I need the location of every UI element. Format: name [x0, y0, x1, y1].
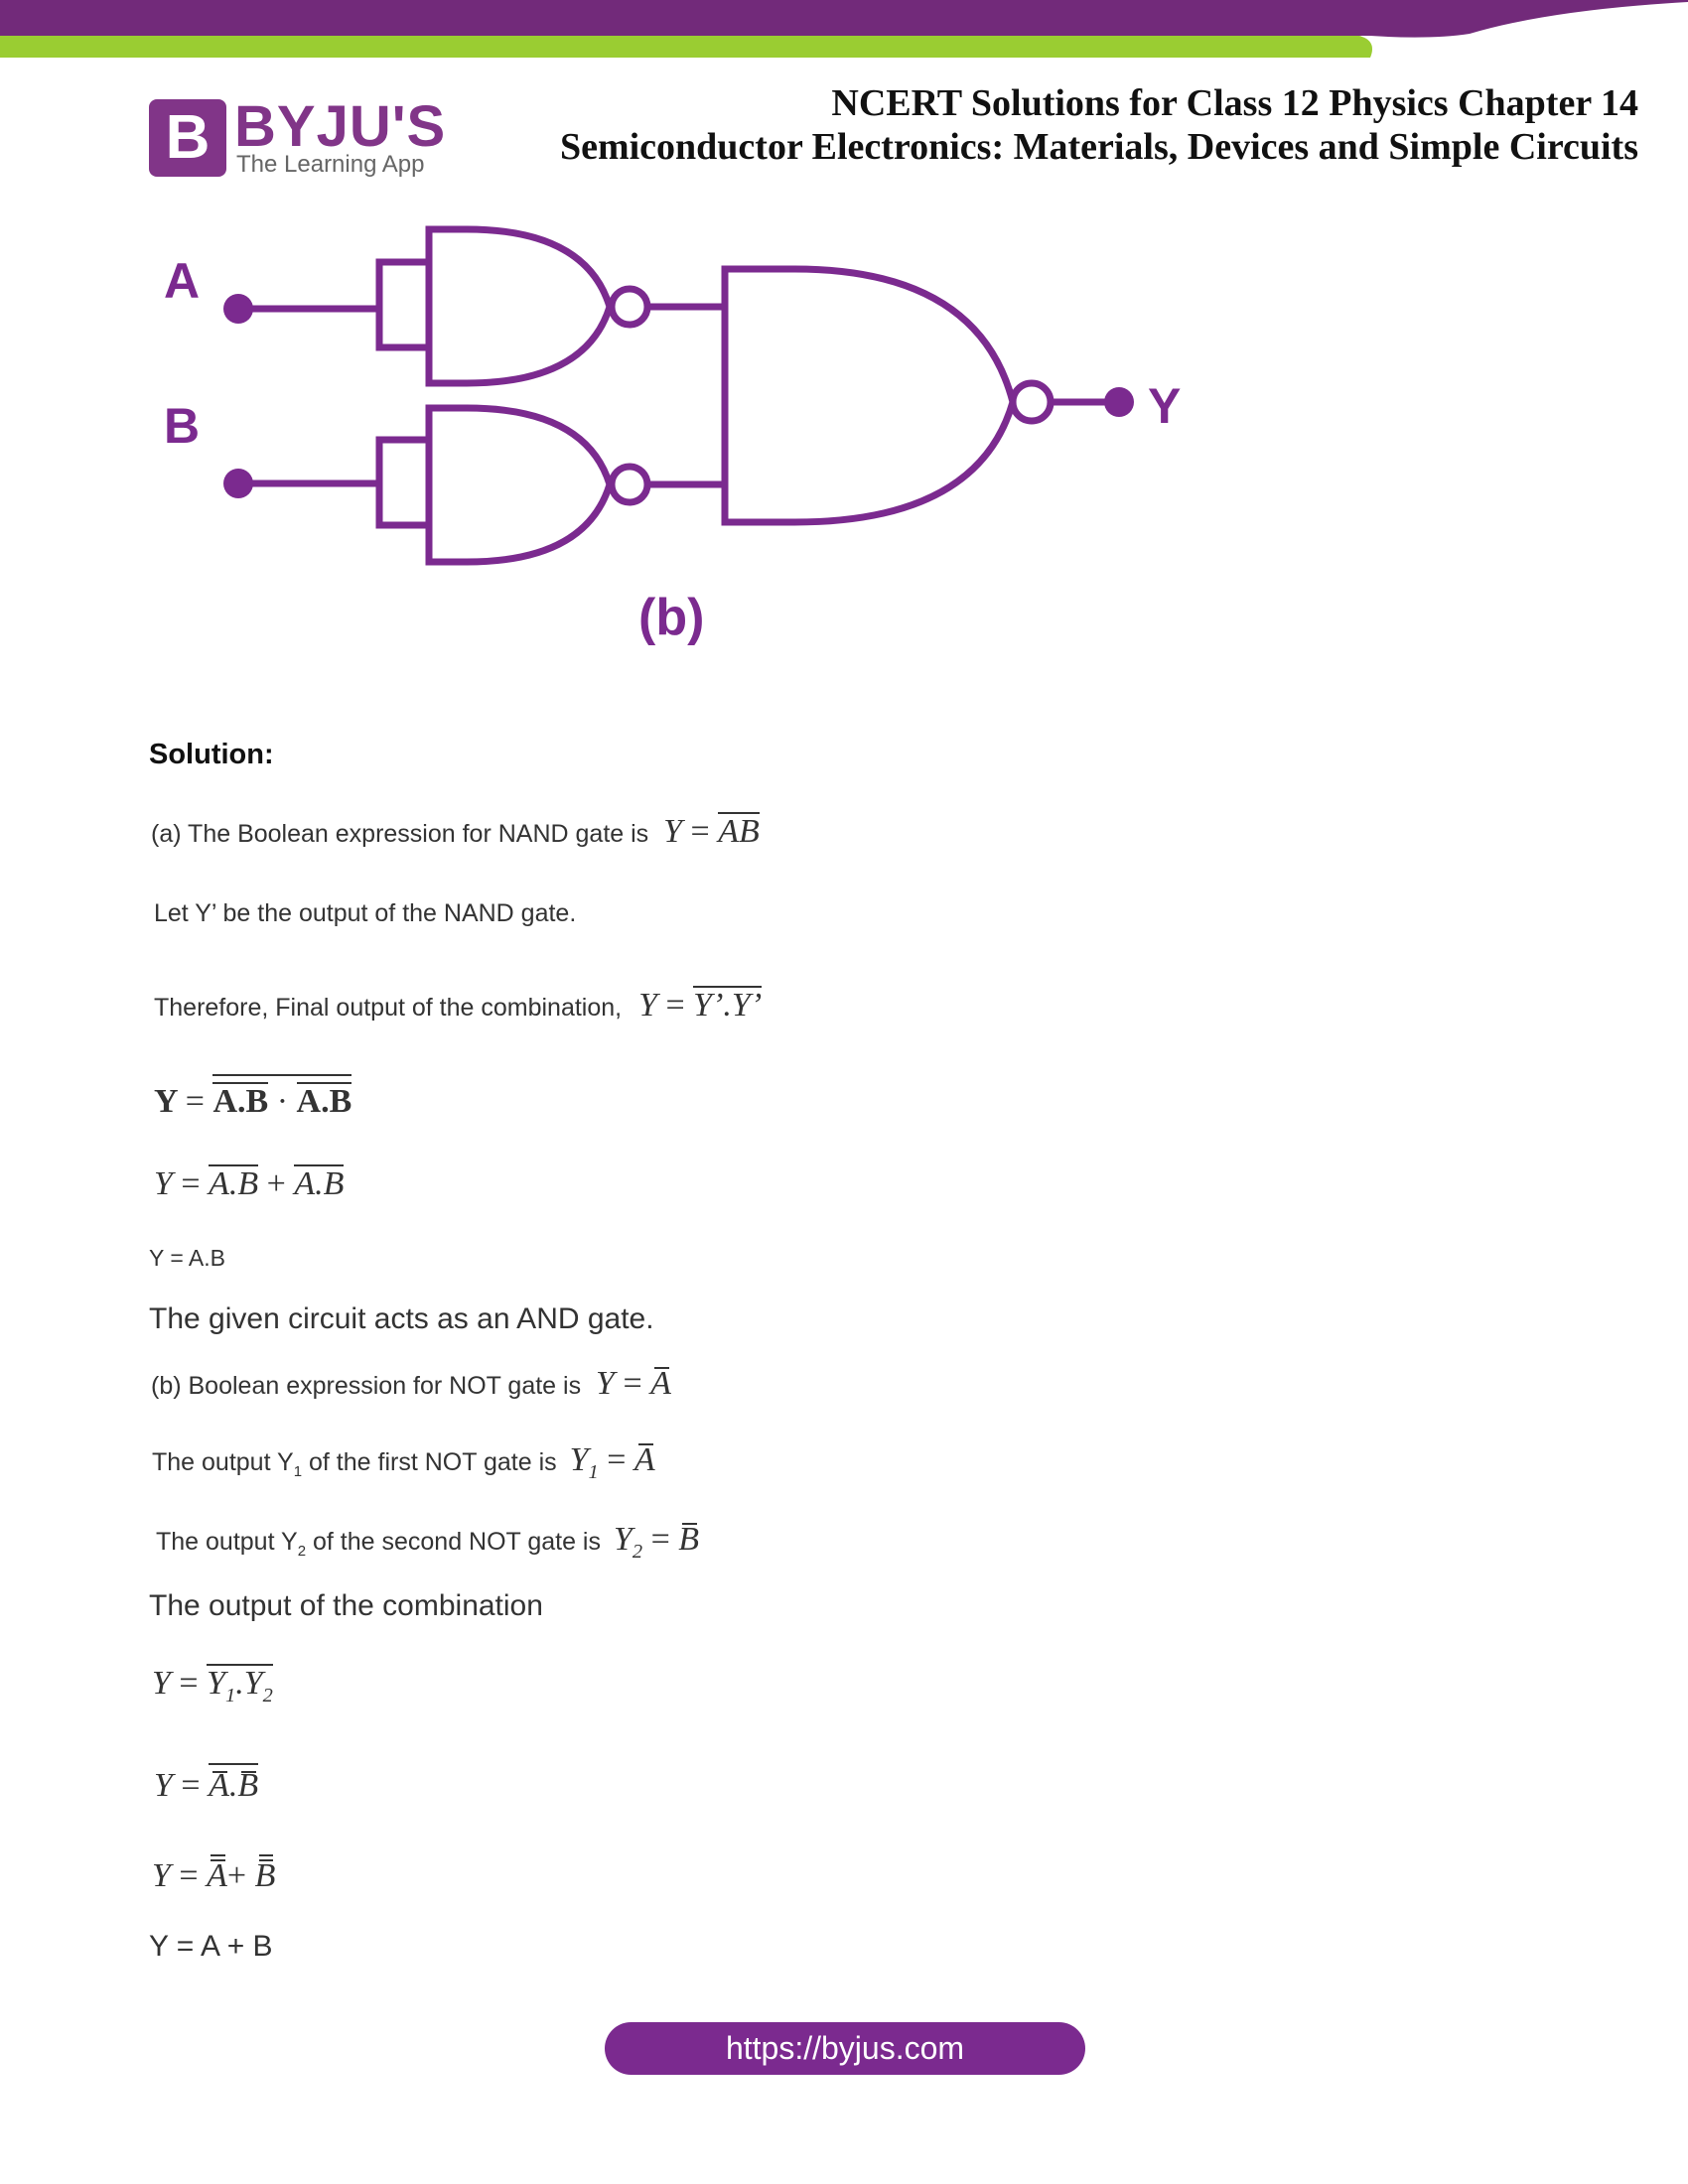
- m: =: [185, 1083, 205, 1120]
- m: 2: [262, 1684, 273, 1706]
- m: +: [226, 1857, 247, 1894]
- equation-1: [154, 1074, 352, 1121]
- output-y-label: Y: [1148, 378, 1182, 434]
- not-expression-line: [151, 1365, 671, 1403]
- equation-4: [152, 1664, 273, 1706]
- header-band: [0, 0, 1688, 60]
- m: Y: [663, 813, 683, 850]
- gate1-input: [379, 262, 429, 347]
- m: Y: [243, 1665, 263, 1702]
- outer-overline: [212, 1074, 352, 1119]
- equation-3: Y = A.B: [149, 1245, 225, 1271]
- gate2-bubble: [612, 467, 647, 502]
- m: A.B: [296, 1083, 352, 1120]
- sub: 2: [297, 1543, 307, 1560]
- m: A.B: [212, 1083, 269, 1120]
- math: [613, 1521, 700, 1563]
- m: 1: [588, 1460, 599, 1483]
- nand-expression-line: [151, 812, 760, 851]
- math: [569, 1441, 655, 1483]
- logo-icon: B: [149, 99, 226, 177]
- m: Y: [569, 1441, 589, 1478]
- equation-6: [152, 1852, 275, 1895]
- input-b-dot: [223, 469, 253, 498]
- logo-name: BYJU'S: [234, 94, 447, 159]
- text: of the first NOT gate is: [309, 1448, 557, 1476]
- m: B: [678, 1521, 700, 1558]
- input-a-dot: [223, 294, 253, 324]
- m: =: [179, 1857, 199, 1894]
- m: A: [207, 1857, 227, 1894]
- m: 2: [632, 1540, 643, 1563]
- m: Y: [613, 1521, 633, 1558]
- footer-url-link[interactable]: https://byjus.com: [605, 2022, 1085, 2075]
- gate1-bubble: [612, 289, 647, 325]
- m: Y: [152, 1857, 171, 1894]
- m: A.B: [209, 1165, 259, 1202]
- y1-line: [152, 1441, 655, 1484]
- figure-caption: (b): [638, 589, 705, 646]
- text: of the second NOT gate is: [313, 1528, 601, 1556]
- gate2-input: [379, 440, 429, 525]
- y2-line: [156, 1521, 699, 1564]
- therefore-line: [154, 986, 762, 1024]
- text: The output Y: [152, 1448, 294, 1476]
- output-bubble: [1013, 383, 1051, 421]
- m: A: [209, 1767, 229, 1804]
- page-title-line1: NCERT Solutions for Class 12 Physics Chapter 14: [831, 82, 1638, 124]
- let-line: Let Y’ be the output of the NAND gate.: [154, 899, 577, 927]
- logo-tagline: The Learning App: [236, 151, 425, 178]
- m: B: [254, 1857, 276, 1894]
- m: Y: [154, 1767, 173, 1804]
- m: =: [179, 1665, 199, 1702]
- m: +: [266, 1165, 286, 1202]
- math: [663, 813, 760, 850]
- combination-line: The output of the combination: [149, 1589, 543, 1622]
- output-y-dot: [1104, 387, 1134, 417]
- m: A.B: [294, 1165, 345, 1202]
- math: [638, 987, 762, 1024]
- math: [596, 1365, 671, 1402]
- or-gate-output: [725, 269, 1013, 522]
- m: Y: [154, 1165, 173, 1202]
- m: 1: [225, 1684, 236, 1706]
- solution-heading: Solution:: [149, 739, 274, 770]
- equation-5: [154, 1763, 258, 1805]
- equation-2: [154, 1164, 344, 1203]
- m: Y: [154, 1083, 178, 1120]
- m: Y: [152, 1665, 171, 1702]
- m: .: [235, 1665, 244, 1702]
- m: =: [181, 1165, 201, 1202]
- m: Y: [638, 987, 657, 1024]
- sub: 1: [293, 1463, 303, 1480]
- m: Y: [596, 1365, 615, 1402]
- input-b-label: B: [164, 398, 201, 454]
- m: A: [650, 1365, 671, 1402]
- m: =: [181, 1767, 201, 1804]
- m: =: [623, 1365, 642, 1402]
- text: (b) Boolean expression for NOT gate is: [151, 1372, 582, 1400]
- conclusion-a: The given circuit acts as an AND gate.: [149, 1302, 654, 1335]
- m: A: [633, 1441, 655, 1478]
- m: =: [650, 1521, 670, 1558]
- text: Therefore, Final output of the combination,: [154, 994, 623, 1022]
- overline-group: [209, 1763, 258, 1803]
- m: =: [690, 813, 710, 850]
- double-bar: [255, 1852, 276, 1895]
- input-a-label: A: [164, 253, 201, 309]
- m: Y’.Y’: [693, 987, 763, 1024]
- m: =: [607, 1441, 627, 1478]
- overline-group: [207, 1664, 273, 1706]
- nand-gate-2: [429, 408, 610, 562]
- m: AB: [718, 813, 760, 850]
- double-bar: [207, 1852, 227, 1895]
- text: The output Y: [156, 1528, 298, 1556]
- m: B: [237, 1767, 259, 1804]
- equation-7: Y = A + B: [149, 1930, 273, 1963]
- m: ·: [276, 1083, 289, 1120]
- nand-gate-1: [429, 229, 610, 383]
- m: Y: [207, 1665, 226, 1702]
- page-title-line2: Semiconductor Electronics: Materials, Devices and Simple Circuits: [559, 126, 1638, 168]
- text: (a) The Boolean expression for NAND gate is: [151, 820, 649, 848]
- m: =: [665, 987, 685, 1024]
- m: .: [228, 1767, 238, 1804]
